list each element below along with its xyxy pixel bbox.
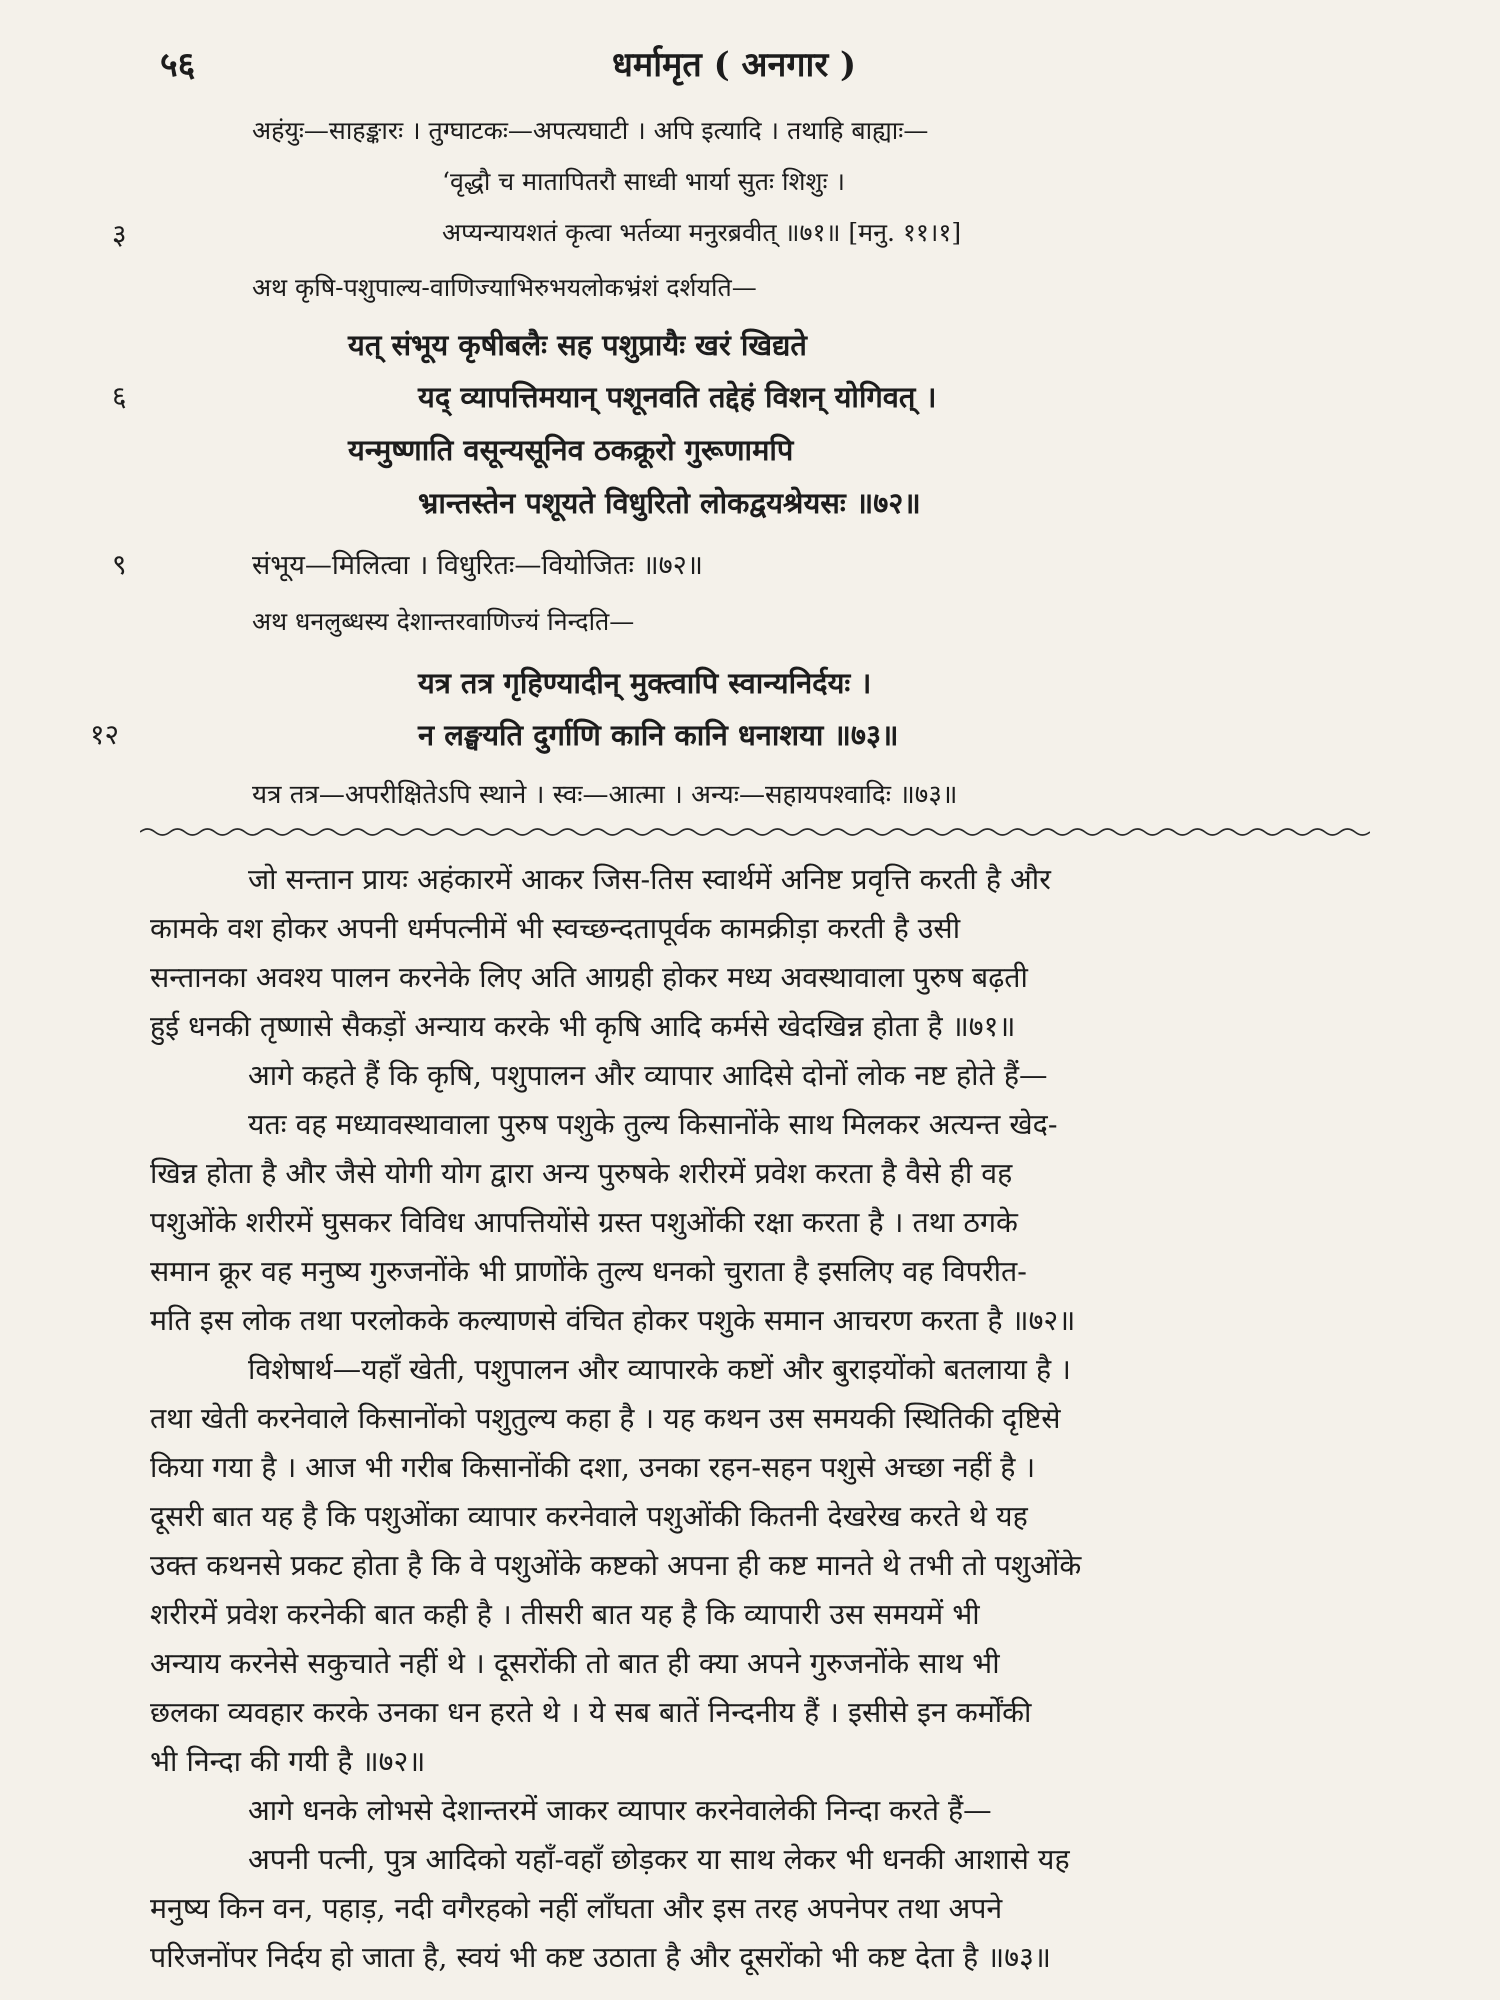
translation-line: सन्तानका अवश्य पालन करनेके लिए अति आग्रही होकर मध्य अवस्थावाला पुरुष बढ़ती (150, 961, 1028, 994)
commentary-line: अथ धनलुब्धस्य देशान्तरवाणिज्यं निन्दति— (252, 607, 635, 636)
translation-line: हुई धनकी तृष्णासे सैकड़ों अन्याय करके भी कृषि आदि कर्मसे खेदखिन्न होता है ॥७१॥ (150, 1010, 1016, 1043)
verse-line: यत्र तत्र गृहिण्यादीन् मुक्त्वापि स्वान्यनिर्दयः । (418, 666, 872, 700)
verse-line: यत् संभूय कृषीबलैः सह पशुप्रायैः खरं खिद्यते (348, 328, 807, 362)
section-heading-line: आगे कहते हैं कि कृषि, पशुपालन और व्यापार आदिसे दोनों लोक नष्ट होते हैं— (248, 1059, 1048, 1092)
commentary-line: अथ कृषि-पशुपाल्य-वाणिज्याभिरुभयलोकभ्रंशं दर्शयति— (252, 273, 757, 302)
translation-line: मति इस लोक तथा परलोकके कल्याणसे वंचित होकर पशुके समान आचरण करता है ॥७२॥ (150, 1304, 1076, 1337)
line-number: १२ (90, 718, 120, 751)
translation-line: यतः वह मध्यावस्थावाला पुरुष पशुके तुल्य किसानोंके साथ मिलकर अत्यन्त खेद- (248, 1108, 1058, 1141)
translation-line: शरीरमें प्रवेश करनेकी बात कही है । तीसरी बात यह है कि व्यापारी उस समयमें भी (150, 1598, 980, 1631)
wavy-divider (140, 826, 1370, 838)
verse-line: यन्मुष्णाति वसून्यसूनिव ठकक्रूरो गुरूणामपि (348, 433, 794, 467)
translation-line: किया गया है । आज भी गरीब किसानोंकी दशा, उनका रहन-सहन पशुसे अच्छा नहीं है । (150, 1451, 1036, 1484)
translation-line: भी निन्दा की गयी है ॥७२॥ (150, 1745, 426, 1778)
translation-line: कामके वश होकर अपनी धर्मपत्नीमें भी स्वच्छन्दतापूर्वक कामक्रीड़ा करती है उसी (150, 912, 961, 945)
commentary-line: संभूय—मिलित्वा । विधुरितः—वियोजितः ॥७२॥ (252, 550, 703, 581)
translation-line: मनुष्य किन वन, पहाड़, नदी वगैरहको नहीं लाँघता और इस तरह अपनेपर तथा अपने (150, 1892, 1003, 1925)
line-number: ९ (112, 548, 127, 581)
translation-line: छलका व्यवहार करके उनका धन हरते थे । ये सब बातें निन्दनीय हैं । इसीसे इन कर्मोंकी (150, 1696, 1032, 1729)
verse-line: न लङ्घयति दुर्गाणि कानि कानि धनाशया ॥७३॥ (418, 718, 899, 752)
section-heading-line: आगे धनके लोभसे देशान्तरमें जाकर व्यापार करनेवालेकी निन्दा करते हैं— (248, 1794, 992, 1827)
line-number: ६ (112, 380, 127, 413)
translation-line: परिजनोंपर निर्दय हो जाता है, स्वयं भी कष्ट उठाता है और दूसरोंको भी कष्ट देता है ॥७३॥ (150, 1941, 1051, 1974)
translation-line: उक्त कथनसे प्रकट होता है कि वे पशुओंके कष्टको अपना ही कष्ट मानते थे तभी तो पशुओंके (150, 1549, 1082, 1582)
translation-line: अन्याय करनेसे सकुचाते नहीं थे । दूसरोंकी तो बात ही क्या अपने गुरुजनोंके साथ भी (150, 1647, 1000, 1680)
translation-line: तथा खेती करनेवाले किसानोंको पशुतुल्य कहा है । यह कथन उस समयकी स्थितिकी दृष्टिसे (150, 1402, 1061, 1435)
page-number: ५६ (160, 45, 196, 85)
line-number: ३ (112, 218, 127, 251)
quoted-verse-line: ‘वृद्धौ च मातापितरौ साध्वी भार्या सुतः शिशुः । (442, 167, 845, 196)
verse-line: भ्रान्तस्तेन पशूयते विधुरितो लोकद्वयश्रेयसः ॥७२॥ (418, 486, 921, 520)
special-meaning-line: विशेषार्थ—यहाँ खेती, पशुपालन और व्यापारके कष्टों और बुराइयोंको बतलाया है । (248, 1353, 1071, 1386)
translation-line: पशुओंके शरीरमें घुसकर विविध आपत्तियोंसे ग्रस्त पशुओंकी रक्षा करता है । तथा ठगके (150, 1206, 1018, 1239)
translation-line: जो सन्तान प्रायः अहंकारमें आकर जिस-तिस स्वार्थमें अनिष्ट प्रवृत्ति करती है और (248, 863, 1051, 896)
translation-line: अपनी पत्नी, पुत्र आदिको यहाँ-वहाँ छोड़कर या साथ लेकर भी धनकी आशासे यह (248, 1843, 1070, 1876)
translation-line: खिन्न होता है और जैसे योगी योग द्वारा अन्य पुरुषके शरीरमें प्रवेश करता है वैसे ही वह (150, 1157, 1013, 1190)
commentary-line: यत्र तत्र—अपरीक्षितेऽपि स्थाने । स्वः—आत्मा । अन्यः—सहायपश्वादिः ॥७३॥ (252, 780, 958, 810)
page-title: धर्मामृत ( अनगार ) (612, 45, 857, 85)
translation-line: समान क्रूर वह मनुष्य गुरुजनोंके भी प्राणोंके तुल्य धनको चुराता है इसलिए वह विपरीत- (150, 1255, 1027, 1288)
quoted-verse-line: अप्यन्यायशतं कृत्वा भर्तव्या मनुरब्रवीत् ॥७१॥ [मनु. ११।१] (442, 218, 962, 247)
verse-line: यद् व्यापत्तिमयान् पशूनवति तद्देहं विशन् योगिवत् । (418, 380, 937, 414)
translation-line: दूसरी बात यह है कि पशुओंका व्यापार करनेवाले पशुओंकी कितनी देखरेख करते थे यह (150, 1500, 1028, 1533)
commentary-line: अहंयुः—साहङ्कारः । तुग्घाटकः—अपत्यघाटी । अपि इत्यादि । तथाहि बाह्याः— (252, 116, 929, 145)
